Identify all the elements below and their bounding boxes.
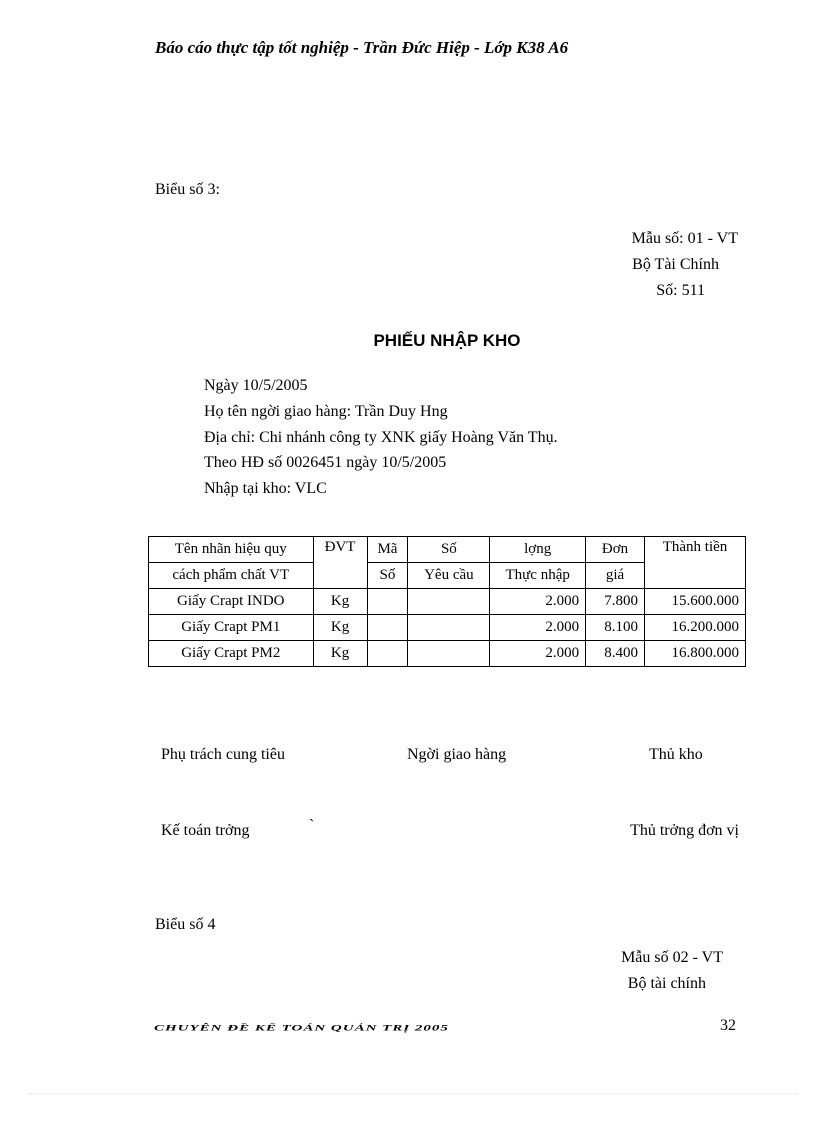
header-amount: Thành tiền xyxy=(645,537,746,589)
cell-code xyxy=(367,589,408,615)
section-3-label: Biểu số 3: xyxy=(155,181,220,198)
cell-code xyxy=(367,641,408,667)
cell-unit: Kg xyxy=(313,615,367,641)
header-unit: ĐVT xyxy=(313,537,367,589)
table-row xyxy=(149,589,746,615)
signature-mark: ` xyxy=(309,817,315,834)
cell-amount: 16.800.000 xyxy=(645,641,746,667)
cell-required xyxy=(408,589,490,615)
signature-chief-accountant: Kế toán trởng xyxy=(161,822,250,839)
cell-price: 8.100 xyxy=(586,615,645,641)
header-qty-luong: lợng xyxy=(490,537,586,563)
cell-price: 8.400 xyxy=(586,641,645,667)
section-4-label: Biểu số 4 xyxy=(155,916,216,933)
contract-reference: Theo HĐ số 0026451 ngày 10/5/2005 xyxy=(204,454,447,471)
cell-unit: Kg xyxy=(313,589,367,615)
form-code: Mẫu số: 01 - VT xyxy=(631,230,738,247)
warehouse: Nhập tại kho: VLC xyxy=(204,480,327,497)
cell-amount: 16.200.000 xyxy=(645,615,746,641)
receipt-number: Số: 511 xyxy=(656,282,705,299)
header-qty-required: Yêu cầu xyxy=(408,563,490,589)
signature-storekeeper: Thủ kho xyxy=(649,746,703,763)
header-name-line1: Tên nhãn hiệu quy xyxy=(149,537,314,563)
cell-amount: 15.600.000 xyxy=(645,589,746,615)
header-code-line2: Số xyxy=(367,563,408,589)
header-price-line1: Đơn xyxy=(586,537,645,563)
table-row xyxy=(149,615,746,641)
cell-actual: 2.000 xyxy=(490,615,586,641)
section-4-ministry: Bộ tài chính xyxy=(627,975,706,992)
header-qty-so: Số xyxy=(408,537,490,563)
deliverer-address: Địa chỉ: Chi nhánh công ty XNK giấy Hoàng Văn Thụ. xyxy=(204,429,558,446)
cell-unit: Kg xyxy=(313,641,367,667)
cell-code xyxy=(367,615,408,641)
page-header-title: Báo cáo thực tập tốt nghiệp - Trần Đức Hiệp - Lớp K38 A6 xyxy=(155,38,569,57)
header-code-line1: Mã xyxy=(367,537,408,563)
cell-actual: 2.000 xyxy=(490,641,586,667)
deliverer-name: Họ tên ngời giao hàng: Trần Duy Hng xyxy=(204,403,448,420)
section-4-form-code: Mẫu số 02 - VT xyxy=(621,949,723,966)
page-footer-text: CHUYÊN ĐỀ KẾ TOÁN QUẢN TRỊ 2005 xyxy=(154,1023,449,1033)
cell-name: Giấy Crapt PM1 xyxy=(149,615,314,641)
cell-required xyxy=(408,641,490,667)
header-name-line2: cách phẩm chất VT xyxy=(149,563,314,589)
table-row xyxy=(149,641,746,667)
signature-unit-head: Thủ trởng đơn vị xyxy=(630,822,739,839)
signature-supply-head: Phụ trách cung tiêu xyxy=(161,746,285,763)
header-qty-actual: Thực nhập xyxy=(490,563,586,589)
header-price-line2: giá xyxy=(586,563,645,589)
page-number: 32 xyxy=(720,1017,736,1034)
cell-name: Giấy Crapt INDO xyxy=(149,589,314,615)
ministry: Bộ Tài Chính xyxy=(632,256,719,273)
page-bottom-divider xyxy=(28,1093,798,1094)
cell-required xyxy=(408,615,490,641)
receipt-date: Ngày 10/5/2005 xyxy=(204,377,308,394)
receipt-table xyxy=(148,536,746,667)
cell-actual: 2.000 xyxy=(490,589,586,615)
table-header-row-1 xyxy=(149,537,746,563)
cell-name: Giấy Crapt PM2 xyxy=(149,641,314,667)
receipt-title: PHIẾU NHẬP KHO xyxy=(373,331,521,350)
signature-deliverer: Ngời giao hàng xyxy=(407,746,507,763)
cell-price: 7.800 xyxy=(586,589,645,615)
